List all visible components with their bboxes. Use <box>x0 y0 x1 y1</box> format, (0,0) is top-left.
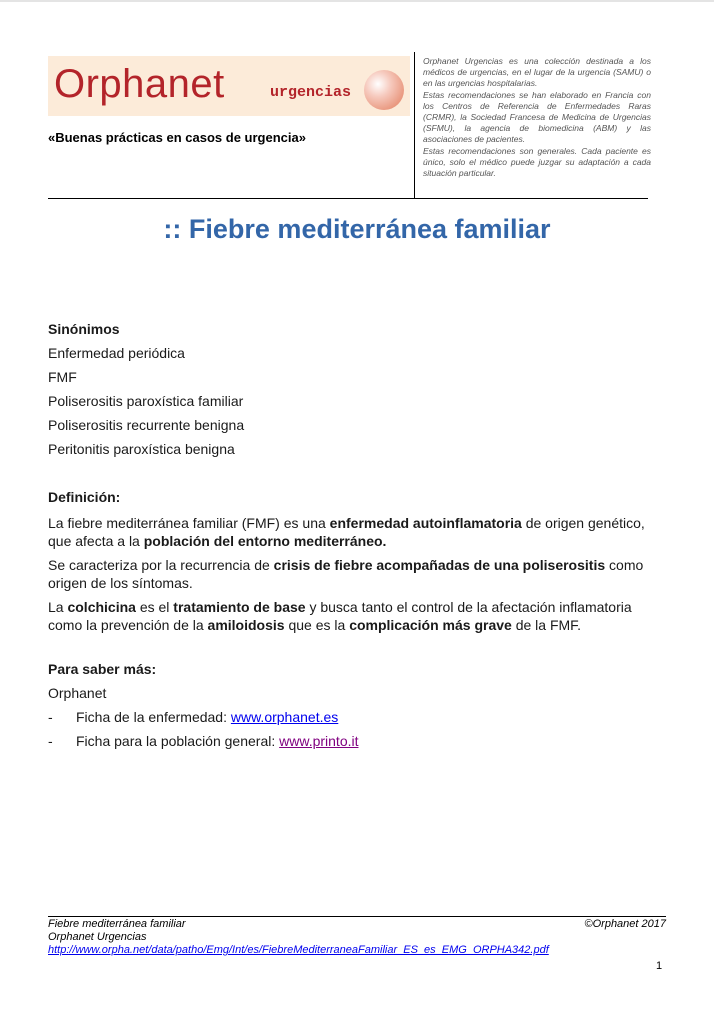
emphasis-span: complicación más grave <box>349 617 512 633</box>
list-dash: - <box>48 733 53 749</box>
list-dash: - <box>48 709 53 725</box>
printo-link[interactable]: www.printo.it <box>279 733 359 749</box>
footer-copyright: ©Orphanet 2017 <box>584 918 666 930</box>
footer-doc-title: Fiebre mediterránea familiar <box>48 918 186 930</box>
emphasis-span: colchicina <box>67 599 136 615</box>
text-span: Se caracteriza por la recurrencia de <box>48 557 274 573</box>
text-span: que es la <box>284 617 350 633</box>
synonym-item: FMF <box>48 369 77 385</box>
emphasis-span: crisis de fiebre acompañadas de una poliserositis <box>273 557 606 573</box>
document-body <box>48 320 666 750</box>
footer-collection: Orphanet Urgencias <box>48 931 147 943</box>
more-info-section <box>48 660 666 750</box>
header-divider <box>48 198 648 199</box>
definition-paragraph <box>48 556 666 592</box>
emphasis-span: población del entorno mediterráneo. <box>143 533 387 549</box>
orphanet-link[interactable]: www.orphanet.es <box>230 709 339 725</box>
intro-line: Estas recomendaciones son generales. Cada paciente es único, solo el médico puede juzgar su adaptación a cada situación particular. <box>423 145 651 179</box>
source-label: Orphanet <box>48 685 107 701</box>
emphasis-span: amiloidosis <box>207 617 285 633</box>
definition-section <box>48 488 666 634</box>
logo-sphere-icon <box>364 70 404 110</box>
orphanet-logo <box>48 56 410 116</box>
intro-line: Estas recomendaciones se han elaborado en Francia con los Centros de Referencia de Enfermedades Raras (CRMR), la Sociedad Francesa de Medicina de Urgencias (SFMU), la agencia de biomedicina (ABM) y las asociaciones de pacientes. <box>423 89 651 145</box>
logo-wordmark: Orphanet <box>54 62 225 106</box>
page-footer <box>48 918 666 957</box>
synonyms-section <box>48 320 666 458</box>
header-vertical-divider <box>414 52 415 198</box>
definition-paragraph <box>48 598 666 634</box>
synonym-item: Poliserositis paroxística familiar <box>48 393 244 409</box>
list-label: Ficha para la población general: <box>76 733 280 749</box>
synonym-item: Poliserositis recurrente benigna <box>48 417 245 433</box>
intro-note <box>423 56 651 179</box>
text-span: La fiebre mediterránea familiar (FMF) es una <box>48 515 330 531</box>
logo-subtitle: urgencias <box>270 84 352 101</box>
list-item <box>48 732 666 750</box>
text-span: y busca tanto el control de la afectación inflamatoria como la prevención de la <box>48 599 632 633</box>
list-label: Ficha de la enfermedad: <box>76 709 231 725</box>
top-border <box>0 0 714 2</box>
list-item <box>48 708 666 726</box>
text-span: de origen genético, que afecta a la <box>48 515 645 549</box>
text-span: es el <box>135 599 174 615</box>
synonym-item: Enfermedad periódica <box>48 345 185 361</box>
footer-url-link[interactable]: http://www.orpha.net/data/patho/Emg/Int/es/FiebreMediterraneaFamiliar_ES_es_EMG_ORPHA342.pdf <box>48 944 549 956</box>
definition-paragraph <box>48 514 666 550</box>
section-heading: Sinónimos <box>48 321 120 337</box>
emphasis-span: tratamiento de base <box>173 599 306 615</box>
footer-divider <box>48 916 666 917</box>
text-span: de la FMF. <box>511 617 582 633</box>
section-heading: Definición: <box>48 489 121 505</box>
tagline: «Buenas prácticas en casos de urgencia» <box>48 130 306 145</box>
page-number: 1 <box>656 960 663 972</box>
page-title: :: Fiebre mediterránea familiar <box>163 214 551 244</box>
section-heading: Para saber más: <box>48 661 157 677</box>
synonym-item: Peritonitis paroxística benigna <box>48 441 235 457</box>
intro-line: Orphanet Urgencias es una colección destinada a los médicos de urgencias, en el lugar de la urgencia (SAMU) o en las urgencias hospitalarias. <box>423 56 651 89</box>
emphasis-span: enfermedad autoinflamatoria <box>329 515 522 531</box>
text-span: La <box>48 599 68 615</box>
text-span: como origen de los síntomas. <box>48 557 644 591</box>
